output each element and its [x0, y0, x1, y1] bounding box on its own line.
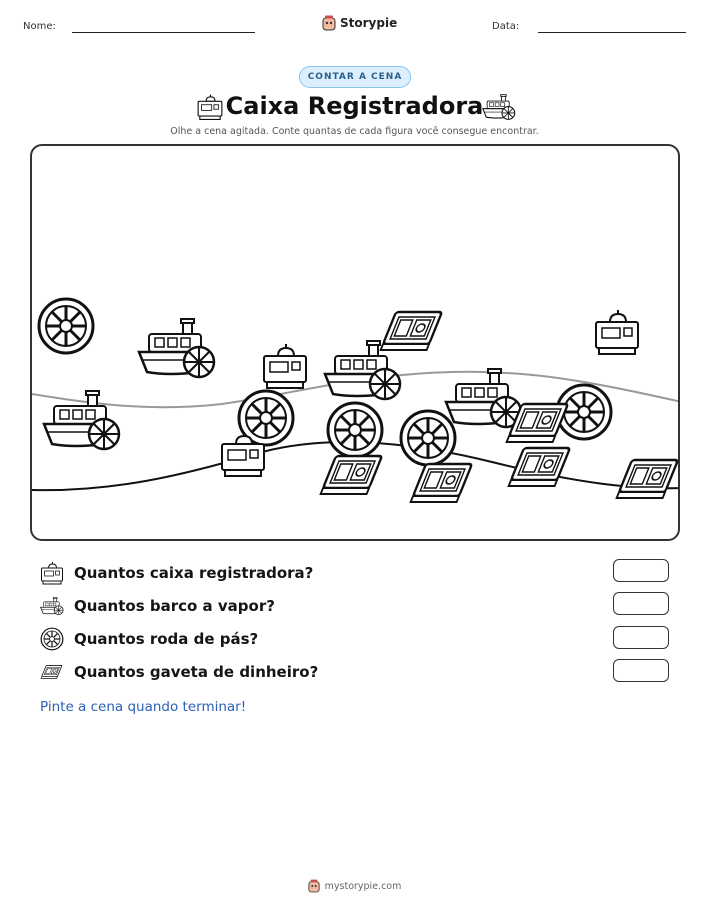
cash-drawer-icon: [40, 660, 64, 684]
answer-box-cash-drawer[interactable]: [613, 659, 669, 682]
steamboat: [44, 391, 119, 449]
date-line[interactable]: [538, 32, 686, 33]
name-label: Nome:: [23, 21, 56, 32]
footer: [0, 879, 709, 893]
paddle-wheel: [328, 403, 382, 457]
storypie-mascot-icon: [308, 879, 320, 893]
paddle-wheel: [39, 299, 93, 353]
brand-name: Storypie: [340, 16, 398, 30]
cash-register-icon: [40, 561, 64, 585]
color-instruction: Pinte a cena quando terminar!: [40, 699, 247, 715]
cash-register: [264, 344, 306, 388]
answer-box-steamboat[interactable]: [613, 592, 669, 615]
answer-box-paddle-wheel[interactable]: [613, 626, 669, 649]
question-row-cash-register: [40, 560, 313, 586]
steamboat-icon: [482, 93, 516, 121]
cash-drawer: [381, 312, 442, 350]
question-row-steamboat: [40, 593, 275, 619]
question-text: Quantos barco a vapor?: [74, 597, 275, 615]
question-text: Quantos gaveta de dinheiro?: [74, 663, 319, 681]
question-row-cash-drawer: [40, 659, 318, 685]
date-label: Data:: [492, 21, 520, 32]
steamboat: [446, 369, 521, 427]
cash-drawer: [617, 460, 678, 498]
brand-logo: [322, 13, 397, 33]
scene-illustration: [32, 146, 680, 541]
question-text: Quantos roda de pás?: [74, 630, 259, 648]
steamboat-icon: [40, 594, 64, 618]
question-row-paddle-wheel: [40, 626, 258, 652]
page-title: Caixa Registradora: [225, 92, 484, 120]
steamboat: [139, 319, 214, 377]
activity-badge: CONTAR A CENA: [299, 66, 411, 88]
name-line[interactable]: [72, 32, 255, 33]
question-text: Quantos caixa registradora?: [74, 564, 314, 582]
answer-box-cash-register[interactable]: [613, 559, 669, 582]
footer-url[interactable]: mystorypie.com: [324, 880, 402, 892]
cash-drawer: [411, 464, 472, 502]
instructions: Olhe a cena agitada. Conte quantas de cada figura você consegue encontrar.: [170, 126, 539, 137]
storypie-mascot-icon: [322, 15, 336, 31]
paddle-wheel: [401, 411, 455, 465]
count-scene: [30, 144, 680, 541]
cash-drawer: [509, 448, 570, 486]
cash-register: [596, 310, 638, 354]
paddle-wheel-icon: [40, 627, 64, 651]
cash-drawer: [321, 456, 382, 494]
